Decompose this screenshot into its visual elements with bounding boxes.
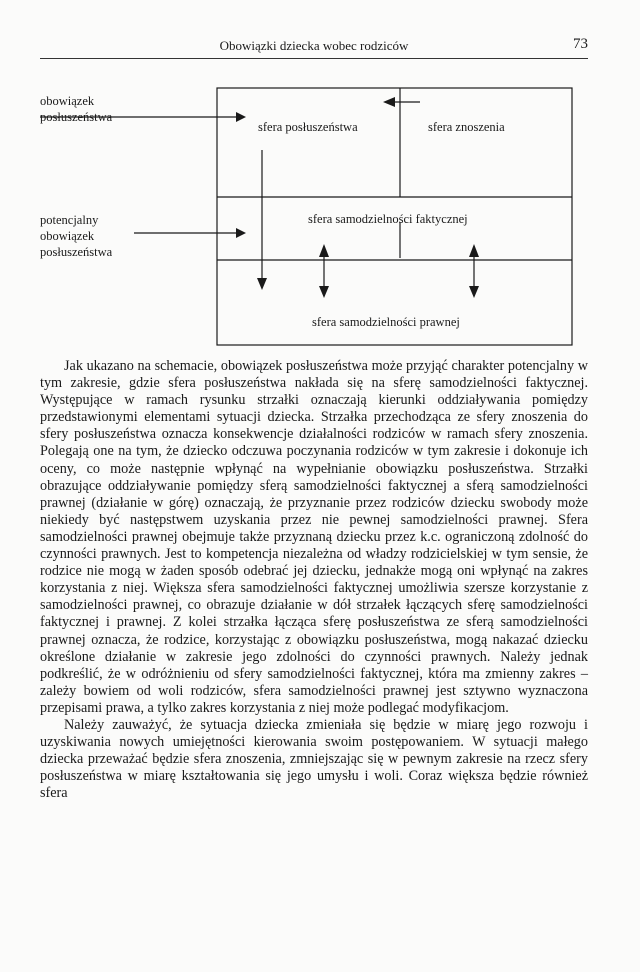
arrow-obligation-head [236, 112, 246, 122]
sphere-obedience-label: sfera posłuszeństwa [258, 120, 358, 134]
paragraph: Jak ukazano na schemacie, obowiązek posłuszeństwa może przyjąć charakter potencjalny w tym zakresie, gdzie sfera posłuszeństwa nakłada się na sferę samodzielności faktycznej. Występujące w ramach rysunku strzałki oznaczają kierunki oddziaływania pomiędzy przedstawionymi elementami sytuacji dziecka. Strzałka przechodząca ze sfery znoszenia do sfery posłuszeństwa oznacza konsekwencje działalności rodziców w ramach sfery znoszenia. Polegają one na tym, że dziecko odczuwa poczynania rodziców w tym zakresie i dokonuje ich oceny, co może następnie wpłynąć na wypełnianie obowiązku posłuszeństwa. Strzałki obrazujące oddziaływanie pomiędzy sferą samodzielności faktycznej a sferą samodzielności prawnej (działanie w górę) oznaczają, że przyznanie przez rodziców dziecku swobody może niekiedy być następstwem uzyskania przez nie pewnej samodzielności prawnej. Sfera samodzielności prawnej obejmuje także przyznaną dziecku przez k.c. ograniczoną zdolność do czynności prawnych. Jest to kompetencja niezależna od władzy rodzicielskiej w tym sensie, że rodzice nie mogą w żaden sposób odebrać jej dziecku, jednakże mogą oni wpłynąć na zakres korzystania z niej. Większa sfera samodzielności faktycznej umożliwia szersze korzystanie z samodzielności prawnej, co obrazuje działanie w dół strzałek łączących sferę samodzielności faktycznej i prawnej. Z kolei strzałka łącząca sferę posłuszeństwa ze sferą samodzielności prawnej oznacza, że rodzice, korzystając z obowiązku posłuszeństwa, mogą nakazać dziecku określone działanie w zakresie jego zdolności do czynności prawnych. Należy jednak podkreślić, że w odróżnieniu od sfery samodzielności faktycznej, która ma zmienny zakres – zależy bowiem od woli rodziców, sfera samodzielności prawnej jest sztywno wyznaczona przepisami prawa, a tylko zakres korzystania z niej może podlegać modyfikacjom. [40, 358, 588, 716]
body-text [40, 358, 588, 802]
header-title: Obowiązki dziecka wobec rodziców [219, 38, 409, 53]
arrow-middle-down-head [319, 286, 329, 298]
arrow-right-down-head [469, 286, 479, 298]
label-obligation [40, 93, 112, 125]
arrow-middle-up-head [319, 244, 329, 257]
label-potential-line: potencjalny [40, 213, 99, 227]
label-potential-line: posłuszeństwa [40, 245, 113, 259]
sphere-legal-autonomy-label: sfera samodzielności prawnej [312, 315, 460, 329]
sphere-compulsion-label: sfera znoszenia [428, 120, 505, 134]
page-number: 73 [573, 36, 588, 52]
label-potential-obligation [40, 212, 112, 260]
arrow-compulsion-to-obedience-head [383, 97, 395, 107]
running-header [40, 36, 588, 59]
paragraph: Należy zauważyć, że sytuacja dziecka zmieniała się będzie w miarę jego rozwoju i uzyskiwania nowych umiejętności kierowania swoim postępowaniem. W sytuacji małego dziecka przeważać będzie sfera znoszenia, zmniejszając się w pewnym zakresie na rzecz sfery posłuszeństwa w miarę kształtowania się jego umysłu i woli. Coraz większa będzie również sfera [40, 716, 588, 802]
arrow-obedience-to-legal-head [257, 278, 267, 290]
sphere-factual-autonomy-label: sfera samodzielności faktycznej [308, 212, 468, 226]
label-potential-line: obowiązek [40, 229, 95, 243]
arrow-right-up-head [469, 244, 479, 257]
arrow-potential-head [236, 228, 246, 238]
label-obligation-line: posłuszeństwa [40, 110, 113, 124]
label-obligation-line: obowiązek [40, 94, 95, 108]
